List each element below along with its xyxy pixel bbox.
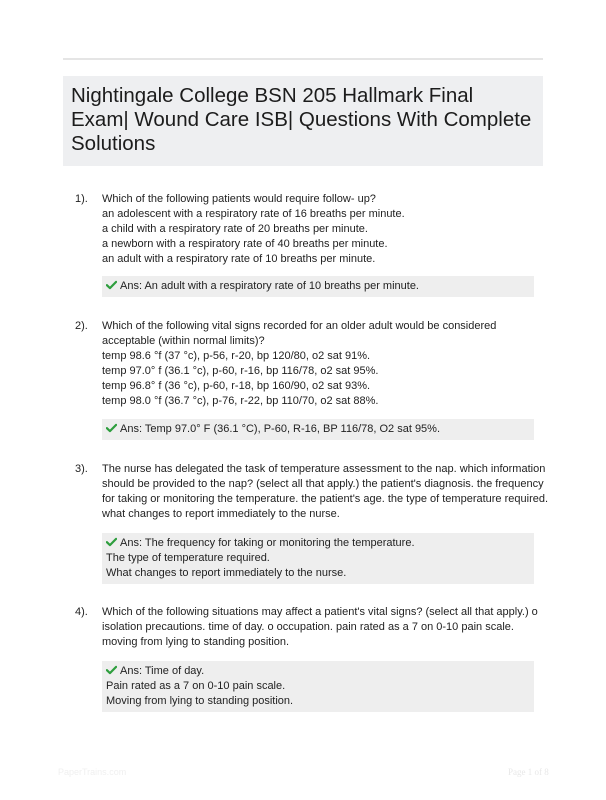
answer-line <box>106 422 530 437</box>
answer-line: Pain rated as a 7 on 0-10 pain scale. <box>106 680 286 692</box>
question-line: moving from lying to standing position. <box>102 636 290 648</box>
answer-box-1 <box>102 276 534 297</box>
answer-box-4 <box>102 661 534 712</box>
question-line: should be provided to the nap? (select all that apply.) the patient's diagnosis. the frequency <box>102 478 544 490</box>
title-banner <box>63 76 543 166</box>
check-icon <box>106 280 117 290</box>
answer-text: Ans: Temp 97.0° F (36.1 °C), P-60, R-16, BP 116/78, O2 sat 95%. <box>120 423 441 435</box>
question-line: temp 97.0° f (36.1 °c), p-60, r-16, bp 116/78, o2 sat 95%. <box>102 365 379 377</box>
question-line: what changes to report immediately to the nurse. <box>102 508 340 520</box>
question-text <box>102 462 549 522</box>
question-text <box>102 192 542 267</box>
answer-box-3 <box>102 533 534 584</box>
question-text <box>102 605 542 650</box>
question-line: Which of the following situations may affect a patient's vital signs? (select all that apply.) o <box>102 606 538 618</box>
page-number: Page 1 of 8 <box>508 767 549 777</box>
question-number: 2). <box>75 320 88 332</box>
question-line: acceptable (within normal limits)? <box>102 335 265 347</box>
top-divider <box>63 58 543 60</box>
question-line: a newborn with a respiratory rate of 40 breaths per minute. <box>102 238 388 250</box>
answer-text: Ans: Time of day. <box>120 665 205 677</box>
check-icon <box>106 423 117 433</box>
footer-watermark: PaperTrains.com <box>58 767 127 777</box>
question-line: temp 98.6 °f (37 °c), p-56, r-20, bp 120/80, o2 sat 91%. <box>102 350 371 362</box>
question-number: 1). <box>75 193 88 205</box>
check-icon <box>106 665 117 675</box>
answer-text: Ans: The frequency for taking or monitoring the temperature. <box>120 537 415 549</box>
question-line: The nurse has delegated the task of temperature assessment to the nap. which information <box>102 463 546 475</box>
answer-line: The type of temperature required. <box>106 552 270 564</box>
question-line: isolation precautions. time of day. o occupation. pain rated as a 7 on 0-10 pain scale. <box>102 621 514 633</box>
question-line: temp 98.0 °f (36.7 °c), p-76, r-22, bp 110/70, o2 sat 88%. <box>102 395 379 407</box>
answer-line <box>106 664 530 679</box>
question-line: a child with a respiratory rate of 20 breaths per minute. <box>102 223 368 235</box>
answer-box-2 <box>102 419 534 440</box>
check-icon <box>106 537 117 547</box>
question-line: temp 96.8° f (36 °c), p-60, r-18, bp 160/90, o2 sat 93%. <box>102 380 371 392</box>
answer-line: Moving from lying to standing position. <box>106 695 294 707</box>
question-line: for taking or monitoring the temperature. the patient's age. the type of temperature required. <box>102 493 549 505</box>
question-number: 4). <box>75 606 88 618</box>
question-number: 3). <box>75 463 88 475</box>
answer-line <box>106 279 530 294</box>
question-line: Which of the following patients would require follow- up? <box>102 193 376 205</box>
answer-text: Ans: An adult with a respiratory rate of 10 breaths per minute. <box>120 280 419 292</box>
question-line: an adolescent with a respiratory rate of 16 breaths per minute. <box>102 208 405 220</box>
page-title: Nightingale College BSN 205 Hallmark Final Exam| Wound Care ISB| Questions With Complete Solutions <box>71 84 532 155</box>
answer-line: What changes to report immediately to the nurse. <box>106 567 347 579</box>
question-line: an adult with a respiratory rate of 10 breaths per minute. <box>102 253 376 265</box>
answer-line <box>106 536 530 551</box>
question-line: Which of the following vital signs recorded for an older adult would be considered <box>102 320 497 332</box>
question-text <box>102 319 542 409</box>
